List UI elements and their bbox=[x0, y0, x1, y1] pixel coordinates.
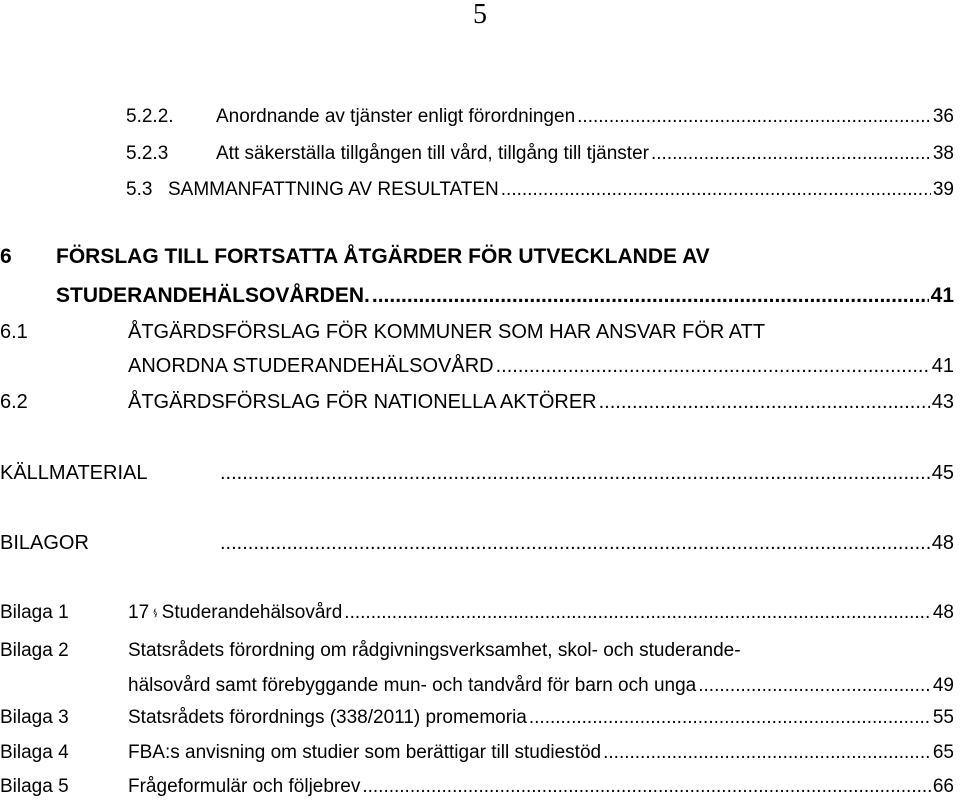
toc-page: 45 bbox=[931, 462, 954, 484]
toc-entry-6-number: 6 bbox=[0, 245, 12, 268]
toc-title: FBA:s anvisning om studier som berättigar till studiestöd bbox=[128, 742, 602, 763]
toc-title: ÅTGÄRDSFÖRSLAG FÖR NATIONELLA AKTÖRER bbox=[128, 391, 597, 413]
dot-leader bbox=[577, 105, 931, 129]
toc-entry-bilaga-2-title-line1[interactable]: Statsrådets förordning om rådgivningsverksamhet, skol- och studerande- bbox=[128, 640, 741, 661]
dot-leader bbox=[651, 142, 931, 166]
toc-title: Anordnande av tjänster enligt förordningen bbox=[216, 106, 576, 127]
toc-title: Studerandehälsovård bbox=[161, 602, 343, 623]
toc-page: 48 bbox=[932, 602, 954, 623]
toc-page: 38 bbox=[932, 143, 954, 164]
toc-entry-6-2[interactable] bbox=[0, 390, 954, 414]
dot-leader bbox=[220, 531, 930, 555]
toc-entry-6-1-number: 6.1 bbox=[0, 321, 28, 343]
toc-entry-bilagor[interactable] bbox=[0, 531, 954, 555]
dot-leader bbox=[529, 706, 931, 730]
toc-title: Statsrådets förordnings (338/2011) promemoria bbox=[128, 707, 527, 728]
toc-title: KÄLLMATERIAL bbox=[0, 462, 148, 484]
dot-leader bbox=[599, 390, 930, 414]
toc-entry-6-1[interactable] bbox=[128, 354, 954, 378]
toc-number: 5.2.2. bbox=[126, 106, 174, 127]
toc-number: 6.2 bbox=[0, 391, 28, 413]
toc-page: 66 bbox=[932, 776, 954, 797]
toc-title: BILAGOR bbox=[0, 532, 89, 554]
dot-leader bbox=[344, 601, 931, 625]
toc-entry-bilaga-4[interactable] bbox=[0, 741, 954, 765]
dot-leader bbox=[496, 354, 930, 378]
toc-page: 65 bbox=[932, 742, 954, 763]
toc-page: 39 bbox=[932, 179, 954, 200]
toc-number: 5.3 bbox=[126, 179, 153, 200]
dot-leader bbox=[220, 461, 930, 485]
toc-title: hälsovård samt förebyggande mun- och tandvård för barn och unga bbox=[128, 675, 697, 696]
toc-entry-5-3[interactable] bbox=[126, 178, 954, 202]
toc-entry-bilaga-3[interactable] bbox=[0, 706, 954, 730]
toc-label: Bilaga 4 bbox=[0, 742, 69, 763]
toc-page: 55 bbox=[932, 707, 954, 728]
toc-entry-bilaga-2-label: Bilaga 2 bbox=[0, 640, 69, 661]
toc-entry-6[interactable] bbox=[56, 284, 954, 308]
toc-page: 36 bbox=[932, 106, 954, 127]
toc-entry-bilaga-5[interactable] bbox=[0, 775, 954, 799]
toc-title: STUDERANDEHÄLSOVÅRDEN. bbox=[56, 284, 370, 307]
toc-entry-bilaga-1[interactable] bbox=[0, 601, 954, 625]
section-sign-icon bbox=[153, 601, 158, 625]
page-number: 5 bbox=[473, 0, 487, 30]
toc-page: 49 bbox=[932, 675, 954, 696]
dot-leader bbox=[698, 674, 931, 698]
toc-label: Bilaga 1 bbox=[0, 602, 69, 623]
toc-page: 41 bbox=[930, 284, 954, 307]
dot-leader bbox=[603, 741, 931, 765]
toc-entry-kallmaterial[interactable] bbox=[0, 461, 954, 485]
toc-page: 48 bbox=[931, 532, 954, 554]
toc-page: 43 bbox=[931, 391, 954, 413]
toc-law-number: 17 bbox=[128, 602, 150, 623]
toc-entry-5-2-3[interactable] bbox=[126, 142, 954, 166]
dot-leader bbox=[372, 284, 929, 308]
dot-leader bbox=[501, 178, 931, 202]
toc-label: Bilaga 3 bbox=[0, 707, 69, 728]
toc-title: SAMMANFATTNING AV RESULTATEN bbox=[168, 179, 499, 200]
toc-entry-6-1-title-line1[interactable]: ÅTGÄRDSFÖRSLAG FÖR KOMMUNER SOM HAR ANSVAR FÖR ATT bbox=[128, 321, 766, 343]
toc-entry-6-title-line1[interactable]: FÖRSLAG TILL FORTSATTA ÅTGÄRDER FÖR UTVECKLANDE AV bbox=[56, 245, 710, 268]
toc-entry-5-2-2[interactable] bbox=[126, 105, 954, 129]
toc-page: 41 bbox=[931, 355, 954, 377]
toc-label: Bilaga 5 bbox=[0, 776, 69, 797]
toc-number: 5.2.3 bbox=[126, 143, 169, 164]
dot-leader bbox=[362, 775, 931, 799]
toc-title: Frågeformulär och följebrev bbox=[128, 776, 361, 797]
toc-entry-bilaga-2[interactable] bbox=[128, 674, 954, 698]
toc-title: Att säkerställa tillgången till vård, tillgång till tjänster bbox=[216, 143, 649, 164]
toc-title: ANORDNA STUDERANDEHÄLSOVÅRD bbox=[128, 355, 494, 377]
